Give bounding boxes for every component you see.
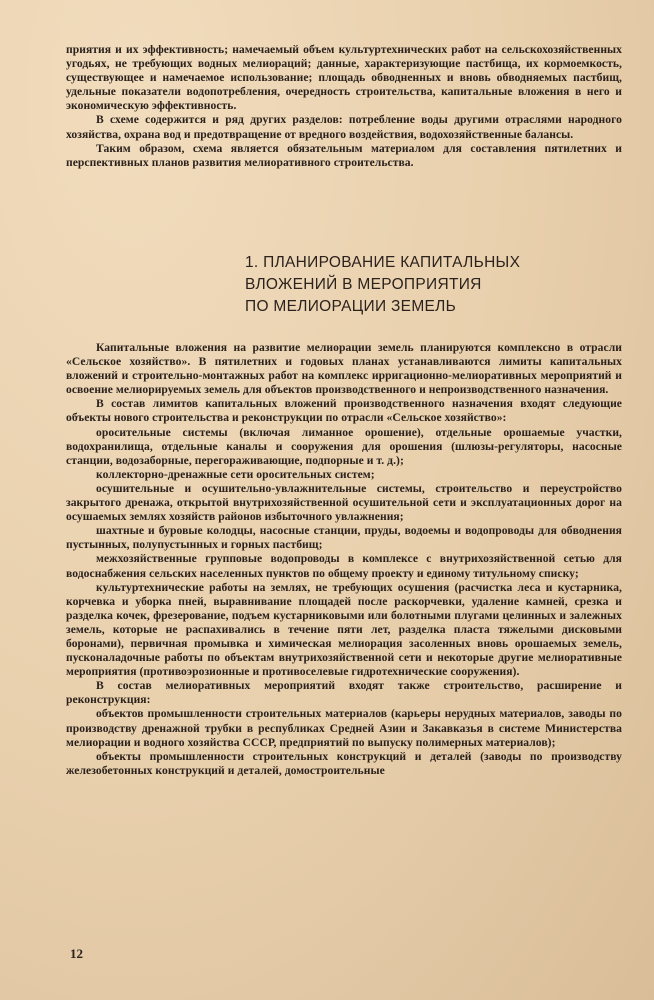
intro-paragraph: Таким образом, схема является обязательным материалом для составления пятилетних и перспективных планов развития мелиоративного строительства. — [66, 141, 622, 169]
list-item: осушительные и осушительно-увлажнительные системы, строительство и переустройство закрытого дренажа, открытой внутрихозяйственной осушительной сети и эксплуатационных дорог на осушаемых землях хозяйств районов избыточного увлажнения; — [66, 481, 622, 524]
body-paragraph: В состав лимитов капитальных вложений производственного назначения входят следующие объекты нового строительства и реконструкции по отрасли «Сельское хозяйство»: — [66, 397, 622, 425]
section-heading-line: ПО МЕЛИОРАЦИИ ЗЕМЕЛЬ — [245, 298, 457, 315]
list-item: объекты промышленности строительных конструкций и деталей (заводы по производству железобетонных конструкций и деталей, домостроительные — [66, 749, 622, 777]
body-paragraph: В состав мелиоративных мероприятий входят также строительство, расширение и реконструкция: — [66, 679, 622, 707]
intro-paragraph: В схеме содержится и ряд других разделов: потребление воды другими отраслями народного хозяйства, охрана вод и предотвращение от вредного воздействия, водохозяйственные балансы. — [66, 113, 622, 141]
section-heading-line: ВЛОЖЕНИЙ В МЕРОПРИЯТИЯ — [245, 276, 482, 293]
list-item: шахтные и буровые колодцы, насосные станции, пруды, водоемы и водопроводы для обводнения пустынных, полупустынных и горных пастбищ; — [66, 524, 622, 552]
list-item: межхозяйственные групповые водопроводы в комплексе с внутрихозяйственной сетью для водоснабжения сельских населенных пунктов по общему проекту и единому титульному списку; — [66, 552, 622, 580]
body-section — [66, 341, 622, 778]
section-heading — [245, 252, 575, 318]
body-paragraph: Капитальные вложения на развитие мелиорации земель планируются комплексно в отрасли «Сельское хозяйство». В пятилетних и годовых планах устанавливаются лимиты капитальных вложений и строительно-монтажных работ на комплекс ирригационно-мелиоративных мероприятий и освоение мелиорируемых земель для объектов производственного и непроизводственного назначения. — [66, 341, 622, 397]
intro-paragraph: приятия и их эффективность; намечаемый объем культуртехнических работ на сельскохозяйственных угодьях, не требующих водных мелиораций; данные, характеризующие пастбища, их кормоемкость, существующее и намечаемое использование; площадь обводненных и вновь обводняемых пастбищ, удельные показатели водопотребления, очередность строительства, капитальные вложения в него и экономическую эффективность. — [66, 43, 622, 113]
section-heading-line: 1. ПЛАНИРОВАНИЕ КАПИТАЛЬНЫХ — [245, 254, 521, 271]
list-item: объектов промышленности строительных материалов (карьеры нерудных материалов, заводы по производству дренажной трубки в республиках Средней Азии и Закавказья в системе Министерства мелиорации и водного хозяйства СССР, предприятий по выпуску полимерных материалов); — [66, 707, 622, 749]
intro-section — [66, 43, 622, 170]
page-number: 12 — [70, 946, 83, 961]
list-item: коллекторно-дренажные сети оросительных систем; — [96, 467, 375, 481]
list-item: оросительные системы (включая лиманное орошение), отдельные орошаемые участки, водохранилища, отдельные каналы и сооружения для орошения (шлюзы-регуляторы, насосные станции, водозаборные, перегораживающие, подпорные и т. д.); — [66, 425, 622, 467]
list-item: культуртехнические работы на землях, не требующих осушения (расчистка леса и кустарника, корчевка и уборка пней, выравнивание площадей после раскорчевки, удаление камней, срезка и разделка кочек, фрезерование, подъем кустарниковыми или болотными плугами целинных и залежных земель, которые не распахивались в течение пяти лет, разделка пласта тяжелыми дисковыми боронами), первичная промывка и химическая мелиорация засоленных вновь орошаемых земель, пусконаладочные работы по объектам внутрихозяйственной сети и некоторые другие мелиоративные мероприятия (противоэрозионные и противоселевые гидротехнические сооружения). — [66, 580, 622, 679]
